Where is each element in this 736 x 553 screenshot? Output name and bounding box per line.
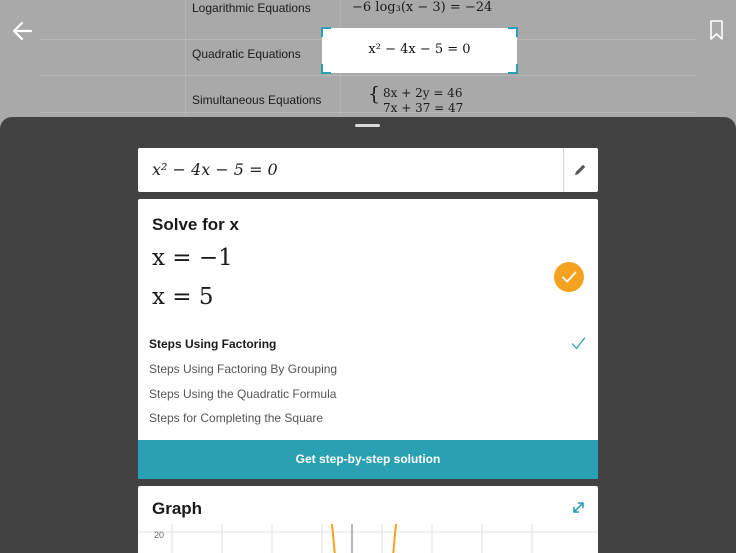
method-completing-square[interactable]: Steps for Completing the Square [149,411,324,425]
graph-title: Graph [152,499,203,518]
curve-left-branch [332,524,336,553]
selection-corner[interactable] [508,64,518,74]
solve-title: Solve for x [152,215,239,234]
row-label-simultaneous: Simultaneous Equations [192,93,322,107]
paper-column-line [185,0,186,130]
graph-card [138,486,598,553]
selection-corner[interactable] [321,64,331,74]
edit-equation-button[interactable] [572,162,588,178]
verified-badge [554,262,584,292]
row-math-simultaneous-1: 8x + 2y = 46 [383,86,463,100]
expand-graph-button[interactable] [571,500,586,515]
method-factoring-grouping[interactable]: Steps Using Factoring By Grouping [149,362,338,376]
back-button[interactable] [10,18,36,44]
pencil-icon [572,162,588,178]
selected-equation: x² − 4x − 5 = 0 [368,42,471,57]
row-label-logarithmic: Logarithmic Equations [192,1,311,15]
scan-selection-box[interactable] [322,28,517,73]
selection-corner[interactable] [508,27,518,37]
method-quadratic-formula[interactable]: Steps Using the Quadratic Formula [149,387,337,401]
expand-icon [571,500,586,515]
solution-line: x = 5 [152,284,214,310]
camera-preview [0,0,736,130]
selected-method-checkmark [571,336,586,351]
selection-corner[interactable] [321,27,331,37]
solve-card [138,199,598,479]
brace-symbol: { [368,83,381,105]
arrow-left-icon [10,18,36,44]
curve-right-branch [392,524,396,553]
method-factoring[interactable]: Steps Using Factoring [149,337,277,351]
checkmark-icon [571,336,586,351]
get-step-by-step-button[interactable]: Get step-by-step solution [138,440,598,479]
y-tick-label: 20 [154,530,165,540]
row-math-logarithmic: −6 log₃(x − 3) = −24 [352,0,493,15]
bookmark-icon [708,19,725,41]
solution-line: x = −1 [152,245,233,271]
bookmark-button[interactable] [708,19,725,41]
equation-card [138,148,598,192]
equation-text: x² − 4x − 5 = 0 [152,160,278,179]
results-sheet [0,117,736,553]
paper-rule [40,75,696,76]
paper-rule [40,112,696,113]
graph-plot[interactable] [138,524,598,553]
row-label-quadratic: Quadratic Equations [192,47,301,61]
sheet-grabber[interactable] [355,124,380,127]
row-math-simultaneous-2: 7x + 37 = 47 [383,101,464,115]
checkmark-icon [554,262,584,292]
divider [563,148,564,192]
